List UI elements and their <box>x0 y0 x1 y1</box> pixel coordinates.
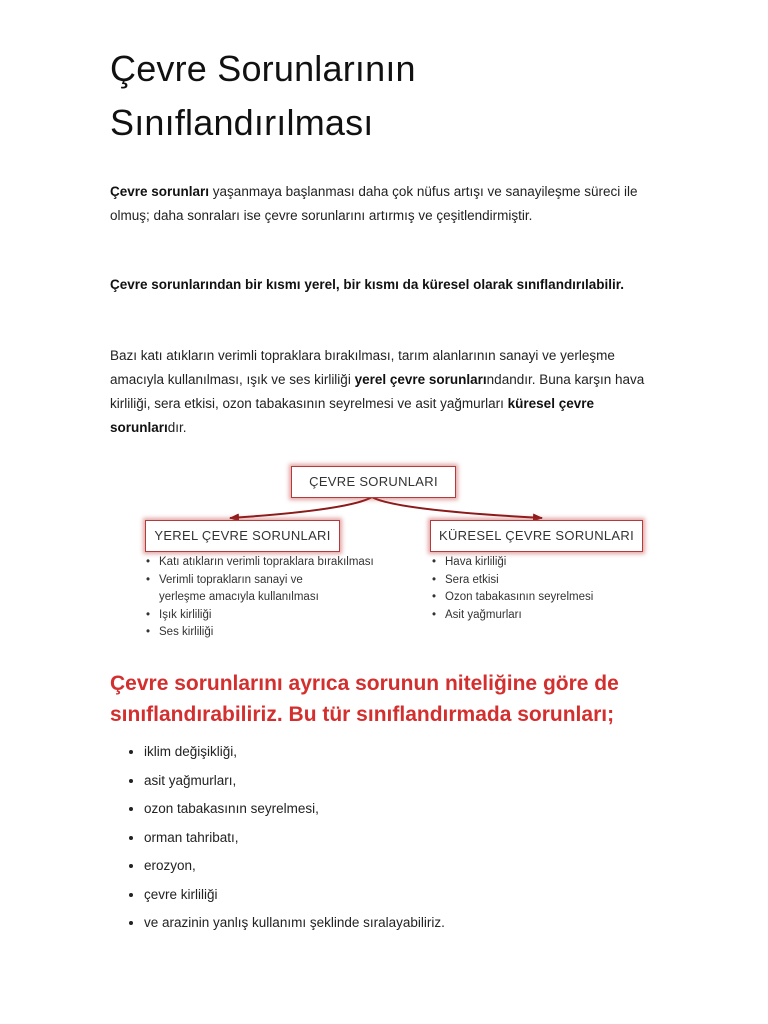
local-item: • Ses kirliliği <box>144 624 424 642</box>
arrow-to-global <box>372 497 542 518</box>
classification-statement: Çevre sorunlarından bir kısmı yerel, bir kısmı da küresel olarak sınıflandırılabilir. <box>110 277 624 292</box>
intro-text: yaşanmaya başlanması daha çok nüfus artışı ve sanayileşme süreci ile olmuş; daha sonraları ise çevre sorunlarını artırmış ve çeşitlendirmiştir. <box>110 184 638 223</box>
diagram-global-box: KÜRESEL ÇEVRE SORUNLARI <box>430 520 643 552</box>
global-item: • Sera etkisi <box>430 572 640 590</box>
arrow-to-local <box>230 497 372 518</box>
section-subheading: Çevre sorunlarını ayrıca sorunun niteliğine göre de sınıflandırabiliriz. Bu tür sınıflandırmada sorunları; <box>110 672 619 726</box>
page-title: Çevre Sorunlarının Sınıflandırılması <box>110 48 416 143</box>
local-item: • Işık kirliliği <box>144 607 424 625</box>
global-item: • Ozon tabakasının seyrelmesi <box>430 589 640 607</box>
intro-paragraph <box>110 180 670 228</box>
global-item: • Hava kirliliği <box>430 554 640 572</box>
local-item-continuation: yerleşme amacıyla kullanılması <box>159 591 319 603</box>
list-item: • erozyon, <box>144 852 664 881</box>
local-problems-list <box>144 554 424 642</box>
local-item: • Katı atıkların verimli topraklara bırakılması <box>144 554 424 572</box>
list-item: • orman tahribatı, <box>144 824 664 853</box>
global-item: • Asit yağmurları <box>430 607 640 625</box>
problems-list <box>110 738 664 938</box>
list-item: • ozon tabakasının seyrelmesi, <box>144 795 664 824</box>
diagram-local-box: YEREL ÇEVRE SORUNLARI <box>145 520 340 552</box>
list-item: • iklim değişikliği, <box>144 738 664 767</box>
explanation-paragraph <box>110 344 670 440</box>
list-item: • ve arazinin yanlış kullanımı şeklinde sıralayabiliriz. <box>144 909 664 938</box>
list-item: • çevre kirliliği <box>144 881 664 910</box>
explanation-bold-local: yerel çevre sorunları <box>354 372 487 387</box>
diagram-root-box: ÇEVRE SORUNLARI <box>291 466 456 498</box>
local-item: • Verimli toprakların sanayi ve <box>144 572 424 590</box>
explanation-part2: ndandır. Buna karşın hava kirliliği, sera etkisi, ozon tabakasının seyrelmesi ve asit yağmurları <box>110 372 645 411</box>
list-item: • asit yağmurları, <box>144 767 664 796</box>
global-problems-list <box>430 554 640 624</box>
explanation-part1: Bazı katı atıkların verimli topraklara bırakılması, tarım alanlarının sanayi ve yerleşme amacıyla kullanılması, ışık ve ses kirliliği <box>110 348 615 387</box>
classification-diagram <box>130 458 650 648</box>
explanation-bold-global: küresel çevre sorunları <box>110 396 594 435</box>
explanation-part3: dır. <box>167 420 187 435</box>
intro-bold: Çevre sorunları <box>110 184 210 199</box>
